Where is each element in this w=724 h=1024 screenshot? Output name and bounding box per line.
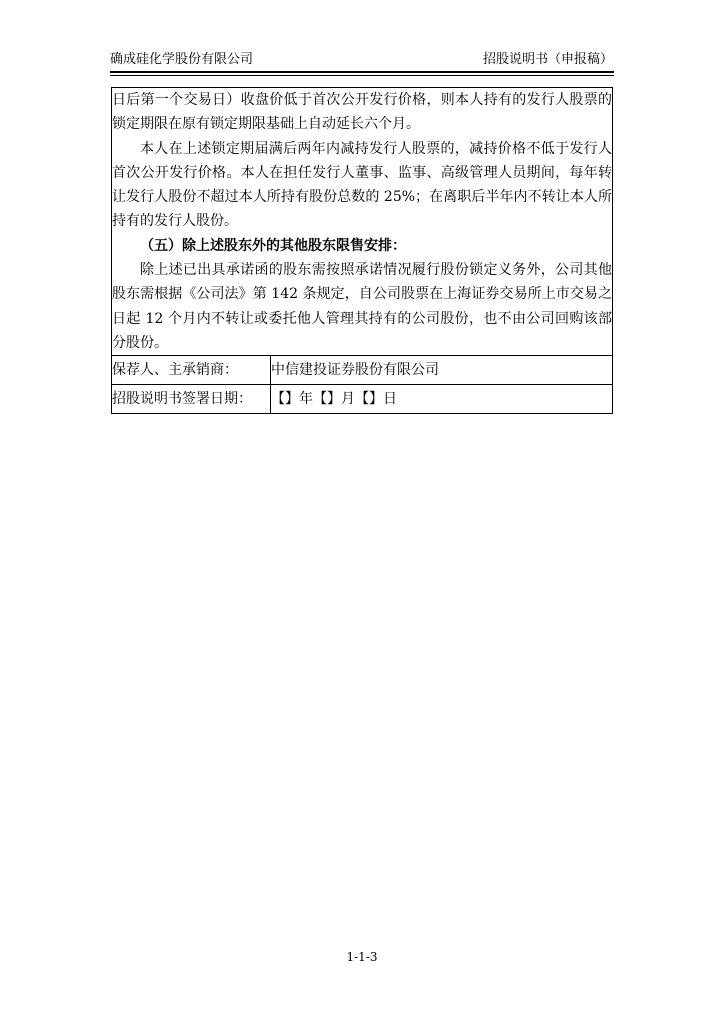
signing-date-label: 招股说明书签署日期：: [112, 385, 271, 414]
sponsor-value: 中信建投证券股份有限公司: [271, 356, 613, 385]
body-cell: [112, 88, 613, 356]
sponsor-label: 保荐人、主承销商：: [112, 356, 271, 385]
signing-date-value: 【】年【】月【】日: [271, 385, 613, 414]
paragraph-other-shareholders: 除上述已出具承诺函的股东需按照承诺情况履行股份锁定义务外，公司其他股东需根据《公司法》第 142 条规定，自公司股票在上海证券交易所上市交易之日起 12 个月内不转让或委托他人管理其持有的公司股份，也不由公司回购该部分股份。: [112, 262, 612, 351]
page-number: 1-1-3: [346, 950, 378, 964]
paragraph-reduction-terms: 本人在上述锁定期届满后两年内减持发行人股票的，减持价格不低于发行人首次公开发行价格。本人在担任发行人董事、监事、高级管理人员期间，每年转让发行人股份不超过本人所持有股份总数的 25%；在离职后半年内不转让本人所持有的发行人股份。: [112, 140, 612, 230]
paragraph-lockup-extension: 日后第一个交易日）收盘价低于首次公开发行价格，则本人持有的发行人股票的锁定期限在原有锁定期限基础上自动延长六个月。: [112, 92, 612, 133]
body-row: [112, 88, 613, 356]
header-company-name: 确成硅化学股份有限公司: [110, 52, 254, 67]
section-heading-other-shareholders: （五）除上述股东外的其他股东限售安排：: [140, 237, 406, 254]
header-rule-thick: [110, 71, 614, 73]
prospectus-table: [111, 87, 613, 414]
header-rule-thin: [110, 75, 614, 76]
page-header: [110, 51, 613, 69]
header-document-title: 招股说明书（申报稿）: [482, 52, 613, 67]
table-row-signing-date: [112, 385, 613, 414]
table-row-sponsor: [112, 356, 613, 385]
